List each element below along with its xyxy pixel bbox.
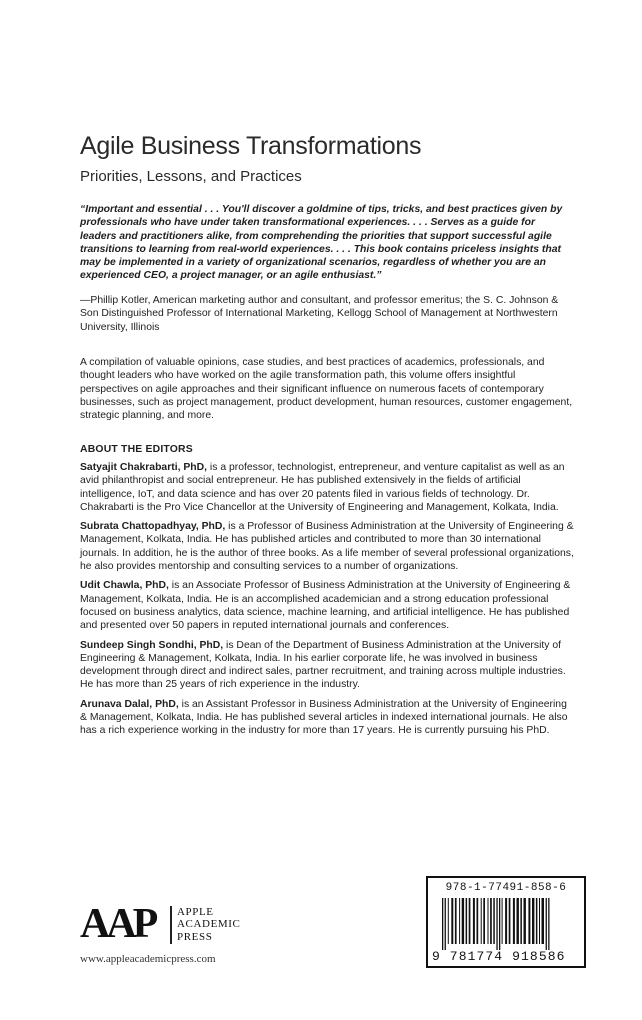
barcode-bar	[502, 898, 503, 944]
book-description: A compilation of valuable opinions, case studies, and best practices of academics, professionals, and thought leaders who have worked on the agile transformation path, this volume offers insightful perspectives on agile approaches and their significant influence on numerous facets of contemporary businesses, such as project management, product development, human resources, customer engagement, strategic planning, and more.	[80, 357, 573, 422]
barcode-bar	[483, 898, 485, 944]
barcode-bar	[445, 898, 446, 950]
barcode-bar	[481, 898, 482, 944]
editor-name: Sundeep Singh Sondhi, PhD,	[80, 639, 224, 651]
editor-name: Satyajit Chakrabarti, PhD,	[80, 462, 208, 473]
barcode-bar	[477, 898, 479, 944]
book-subtitle: Priorities, Lessons, and Practices	[80, 168, 302, 185]
barcode-bar	[459, 898, 460, 944]
editor-name: Subrata Chattopadhyay, PhD,	[80, 521, 226, 533]
barcode-bar	[520, 898, 522, 944]
publisher-name	[177, 906, 240, 943]
editor-bio-text: is a Professor of Business Administration at the University of Engineering & Management, Kolkata, India. He has published articles and contributed to more than 30 international journals. In addition, he is the author of three books. As a life member of several professional organizations, he also provides mentorship and consulting services to a number of organizations.	[80, 521, 574, 573]
publisher-name-line: APPLE	[177, 906, 214, 918]
isbn-number: 978-1-77491-858-6	[445, 882, 567, 894]
editor-bio	[80, 579, 574, 632]
ean-digits: 9 781774 918586	[432, 949, 566, 964]
editor-bio-text: is an Associate Professor of Business Administration at the University of Engineering & Management, Kolkata, India. He is an accomplished academician and a strong education professional focused on business analytics, data science, machine learning, and artificial intelligence. He has published and presented over 50 papers in reputed international journals and conferences.	[80, 580, 571, 632]
barcode-bar	[442, 898, 443, 950]
publisher-name-line: PRESS	[177, 930, 213, 943]
barcode-bar	[455, 898, 457, 944]
isbn-barcode	[426, 876, 586, 968]
barcode-bar	[524, 898, 526, 944]
editor-bio	[80, 520, 574, 573]
editor-bio-text: is an Assistant Professor in Business Administration at the University of Engineering & Management, Kolkata, India. He has published several articles in indexed international journals. He also has a rich experience working in the industry for more than 17 years. He is currently pursuing his PhD.	[80, 698, 568, 737]
editor-bio-text: is Dean of the Department of Business Administration at the University of Engineering & Management, Kolkata, India. In his earlier corporate life, he was involved in business development through direct and indirect sales, partner recruitment, and training across multiple industries. He has more than 25 years of rich experience in the industry.	[80, 639, 566, 691]
barcode-bar	[462, 898, 464, 944]
barcode-bar	[488, 898, 489, 944]
barcode-bar	[466, 898, 468, 944]
barcode-bar	[536, 898, 538, 944]
editor-bio	[80, 639, 574, 692]
barcode-bar	[469, 898, 471, 944]
editor-bio	[80, 461, 574, 514]
barcode-bar	[546, 898, 547, 950]
barcode-bar	[532, 898, 534, 944]
barcode-bar	[490, 898, 492, 944]
barcode-bars	[442, 898, 572, 950]
barcode-bar	[448, 898, 449, 944]
barcode-bar	[493, 898, 495, 944]
editor-bio-text: is a professor, technologist, entrepreneur, and venture capitalist as well as an avid philanthropist and social entrepreneur. He has published extensively in the fields of artificial intelligence, IoT, and data science and has over 20 patents filed in various fields of technology. Dr. Chakrabarti is the Pro Vice Chancellor at the University of Engineering and Management, Kolkata, India.	[80, 462, 565, 513]
endorsement-quote: “Important and essential . . . You'll discover a goldmine of tips, tricks, and best practices given by professionals who have under taken transformational experiences. . . . Serves as a guide for leaders and practitioners alike, from comprehending the priorities that support successful agile transitions to learning from real-world experiences. . . . This book contains priceless insights that may be implemented in a variety of organizational scenarios, regardless of whether you are an experienced CEO, a project manager, or an agile enthusiast.”	[80, 204, 563, 282]
barcode-bar	[548, 898, 549, 950]
barcode-bar	[542, 898, 545, 944]
editors-heading: ABOUT THE EDITORS	[80, 444, 193, 455]
logo-divider	[170, 906, 172, 944]
publisher-logo-mark: AAP	[80, 901, 155, 947]
barcode-bar	[499, 898, 500, 950]
barcode-bar	[539, 898, 540, 944]
barcode-bar	[473, 898, 475, 944]
barcode-bar	[451, 898, 453, 944]
barcode-bar	[517, 898, 519, 944]
barcode-bar	[513, 898, 515, 944]
book-title: Agile Business Transformations	[80, 132, 422, 160]
editor-name: Udit Chawla, PhD,	[80, 580, 169, 592]
barcode-bar	[496, 898, 497, 950]
endorsement-attribution: —Phillip Kotler, American marketing author and consultant, and professor emeritus; the S. C. Johnson & Son Distinguished Professor of International Marketing, Kellogg School of Management at Northwestern University, Illinois	[80, 295, 559, 333]
publisher-name-line: ACADEMIC	[177, 918, 241, 931]
editor-bio	[80, 698, 574, 738]
editors-list	[80, 461, 574, 744]
editor-name: Arunava Dalal, PhD,	[80, 698, 179, 710]
barcode-bar	[505, 898, 507, 944]
publisher-logo	[80, 902, 280, 950]
barcode-bar	[509, 898, 511, 944]
barcode-bar	[528, 898, 530, 944]
publisher-website: www.appleacademicpress.com	[80, 953, 216, 965]
